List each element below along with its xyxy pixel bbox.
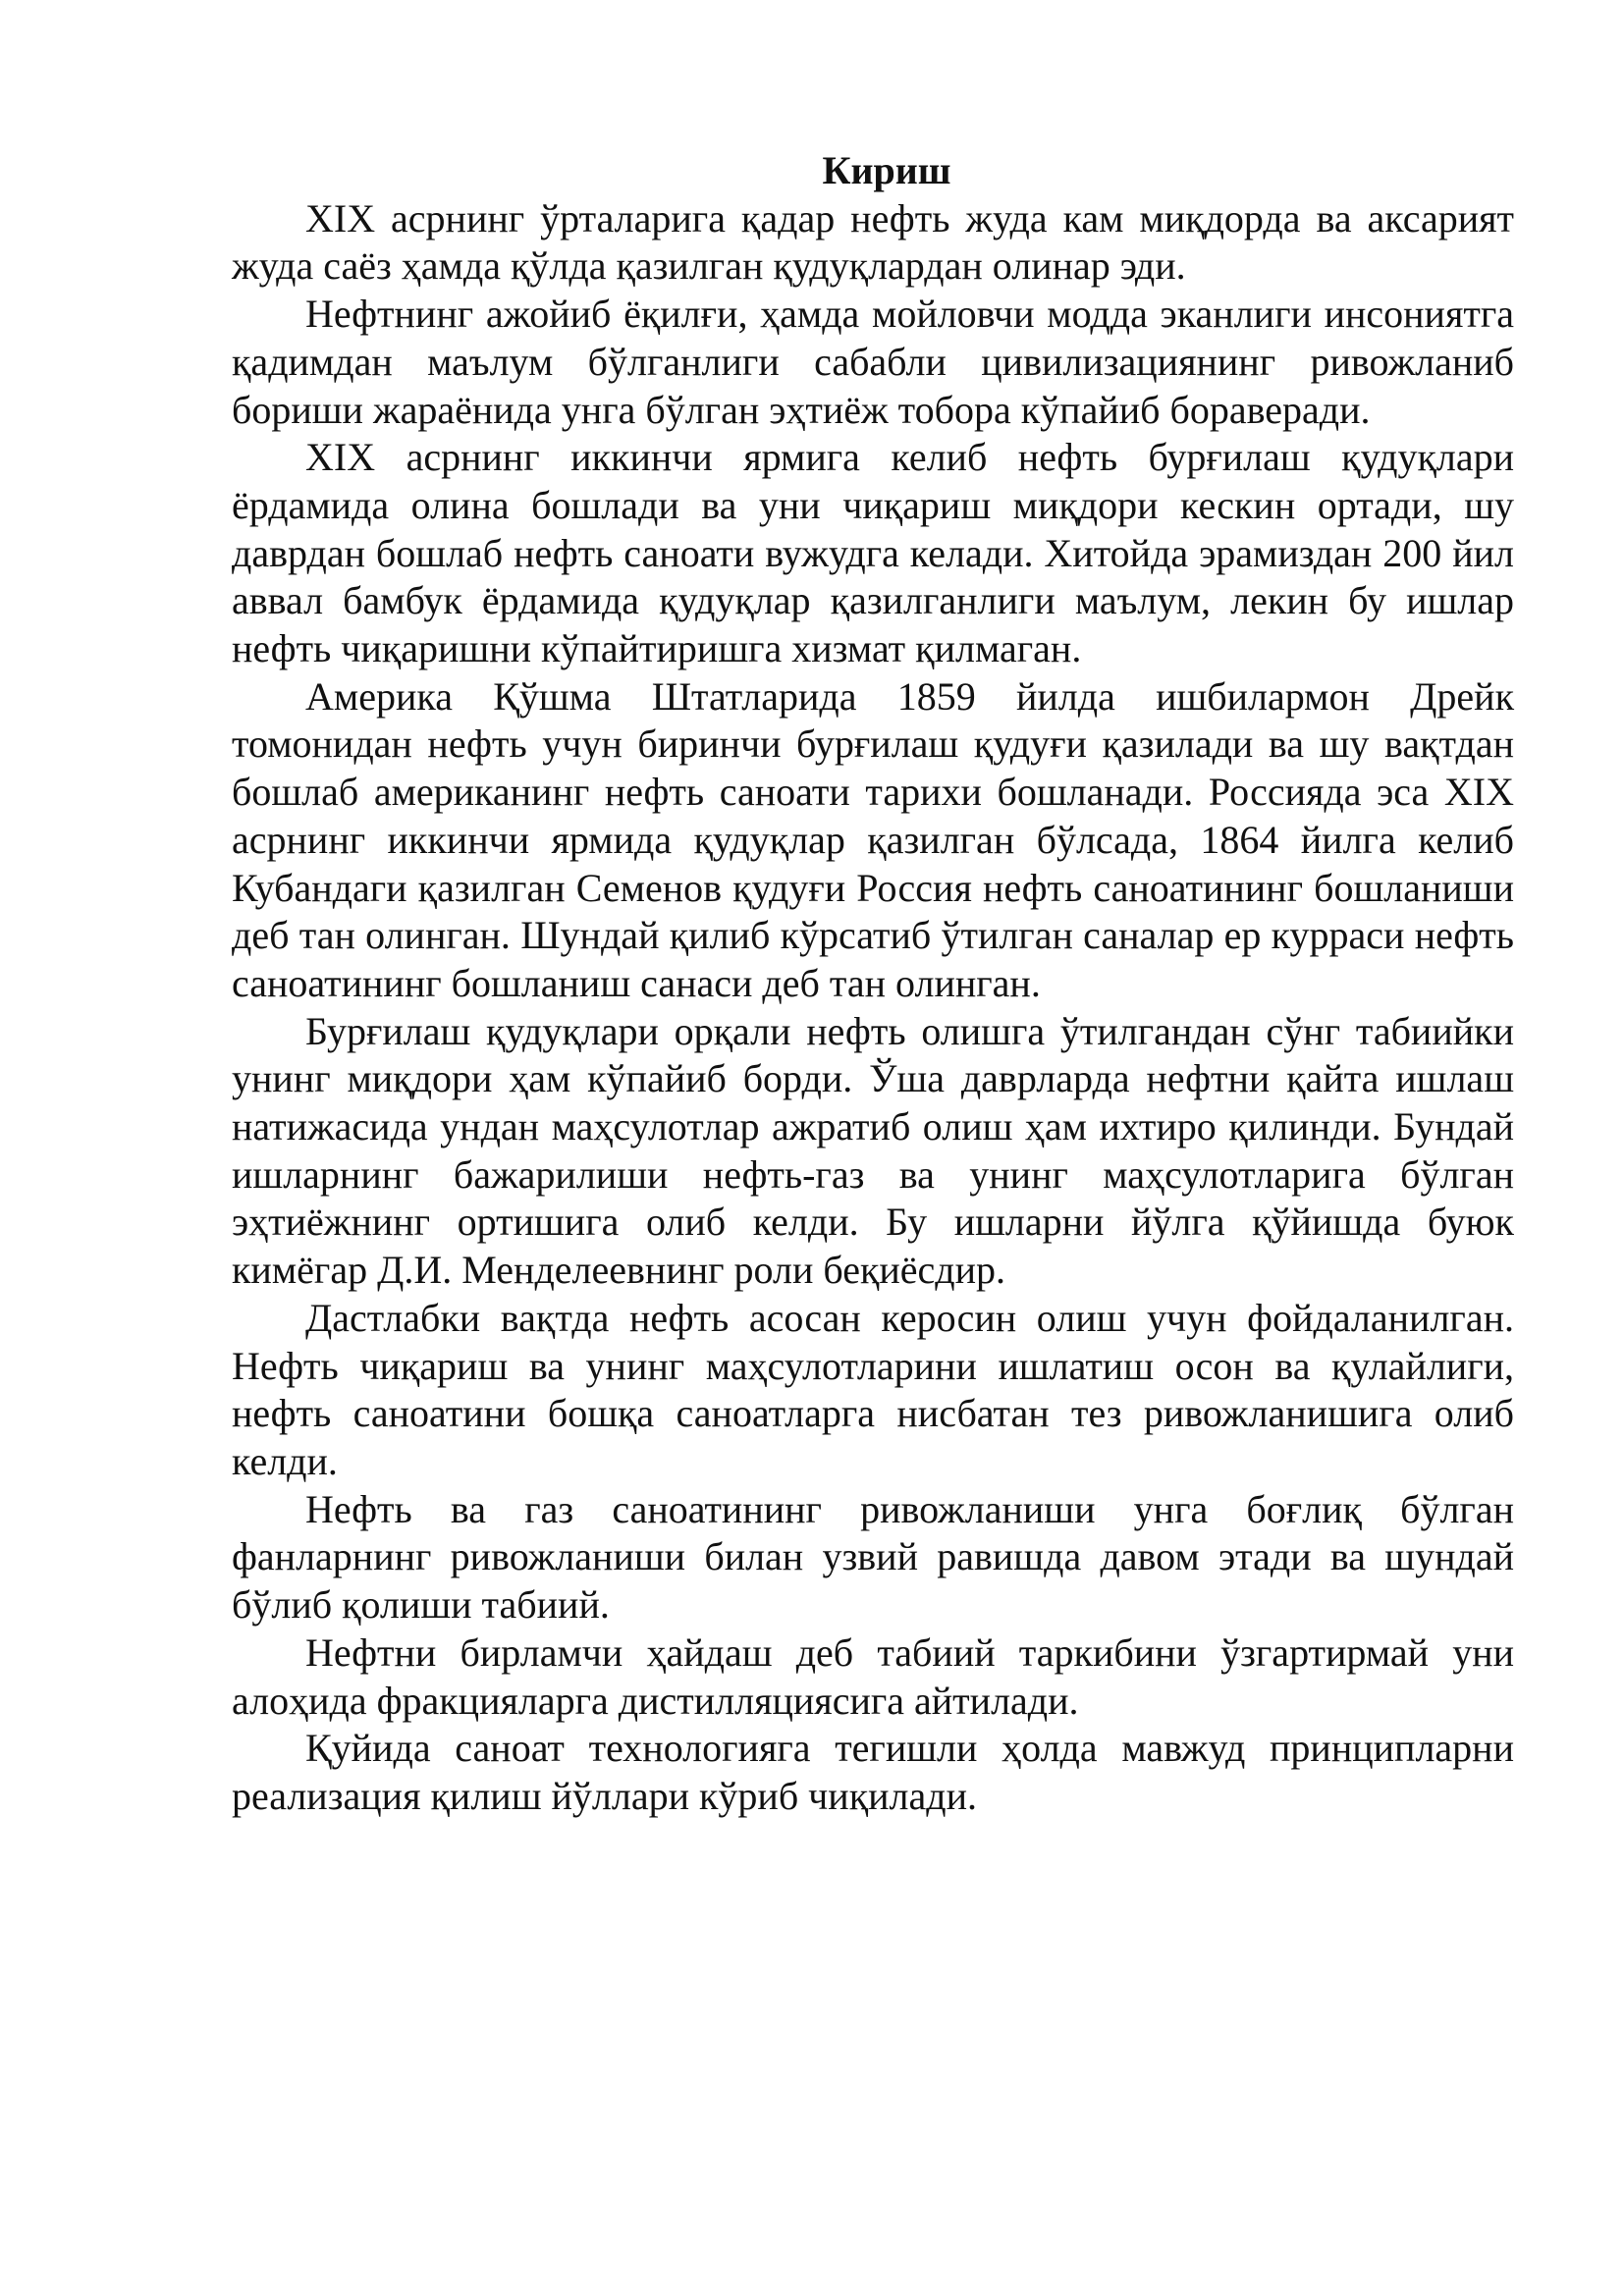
paragraph-1: XIX асрнинг ўрталарига қадар нефть жуда кам миқдорда ва аксарият жуда саёз ҳамда қўлда қазилган қудуқлардан олинар эди. [232,195,1514,289]
paragraph-2: Нефтнинг ажойиб ёқилғи, ҳамда мойловчи модда эканлиги инсониятга қадимдан маълум бўлганлиги сабабли цивилизациянинг ривожланиб бориши жараёнида унга бўлган эҳтиёж тобора кўпайиб бораверади. [232,292,1514,432]
paragraph-4: Америка Қўшма Штатларида 1859 йилда ишбилармон Дрейк томонидан нефть учун биринчи бурғилаш қудуғи қазилади ва шу вақтдан бошлаб американинг нефть саноати тарихи бошланади. Россияда эса XIX асрнинг иккинчи ярмида қудуқлар қазилган бўлсада, 1864 йилга келиб Кубандаги қазилган Семенов қудуғи Россия нефть саноатининг бошланиши деб тан олинган. Шундай қилиб кўрсатиб ўтилган саналар ер курраси нефть саноатининг бошланиш санаси деб тан олинган. [232,673,1514,1005]
document-page [232,147,1514,1821]
paragraph-9: Қуйида саноат технологияга тегишли ҳолда мавжуд принципларни реализация қилиш йўллари кўриб чиқилади. [232,1726,1514,1818]
paragraph-8: Нефтни бирламчи ҳайдаш деб табиий таркибини ўзгартирмай уни алоҳида фракцияларга дистилляциясига айтилади. [232,1629,1514,1723]
paragraph-7: Нефть ва газ саноатининг ривожланиши унга боғлиқ бўлган фанларнинг ривожланиши билан узвий равишда давом этади ва шундай бўлиб қолиши табиий. [232,1486,1514,1628]
paragraph-3: XIX асрнинг иккинчи ярмига келиб нефть бурғилаш қудуқлари ёрдамида олина бошлади ва уни чиқариш миқдори кескин ортади, шу даврдан бошлаб нефть саноати вужудга келади. Хитойда эрамиздан 200 йил аввал бамбук ёрдамида қудуқлар қазилганлиги маълум, лекин бу ишлар нефть чиқаришни кўпайтиришга хизмат қилмаган. [232,435,1514,671]
paragraph-5: Бурғилаш қудуқлари орқали нефть олишга ўтилгандан сўнг табиийки унинг миқдори ҳам кўпайиб борди. Ўша даврларда нефтни қайта ишлаш натижасида ундан маҳсулотлар ажратиб олиш ҳам ихтиро қилинди. Бундай ишларнинг бажарилиши нефть-газ ва унинг маҳсулотларига бўлган эҳтиёжнинг ортишига олиб келди. Бу ишларни йўлга қўйишда буюк кимёгар Д.И. Менделеевнинг роли беқиёсдир. [232,1008,1514,1293]
paragraph-6: Дастлабки вақтда нефть асосан керосин олиш учун фойдаланилган. Нефть чиқариш ва унинг маҳсулотларини ишлатиш осон ва қулайлиги, нефть саноатини бошқа саноатларга нисбатан тез ривожланишига олиб келди. [232,1295,1514,1483]
document-title: Кириш [822,148,951,192]
